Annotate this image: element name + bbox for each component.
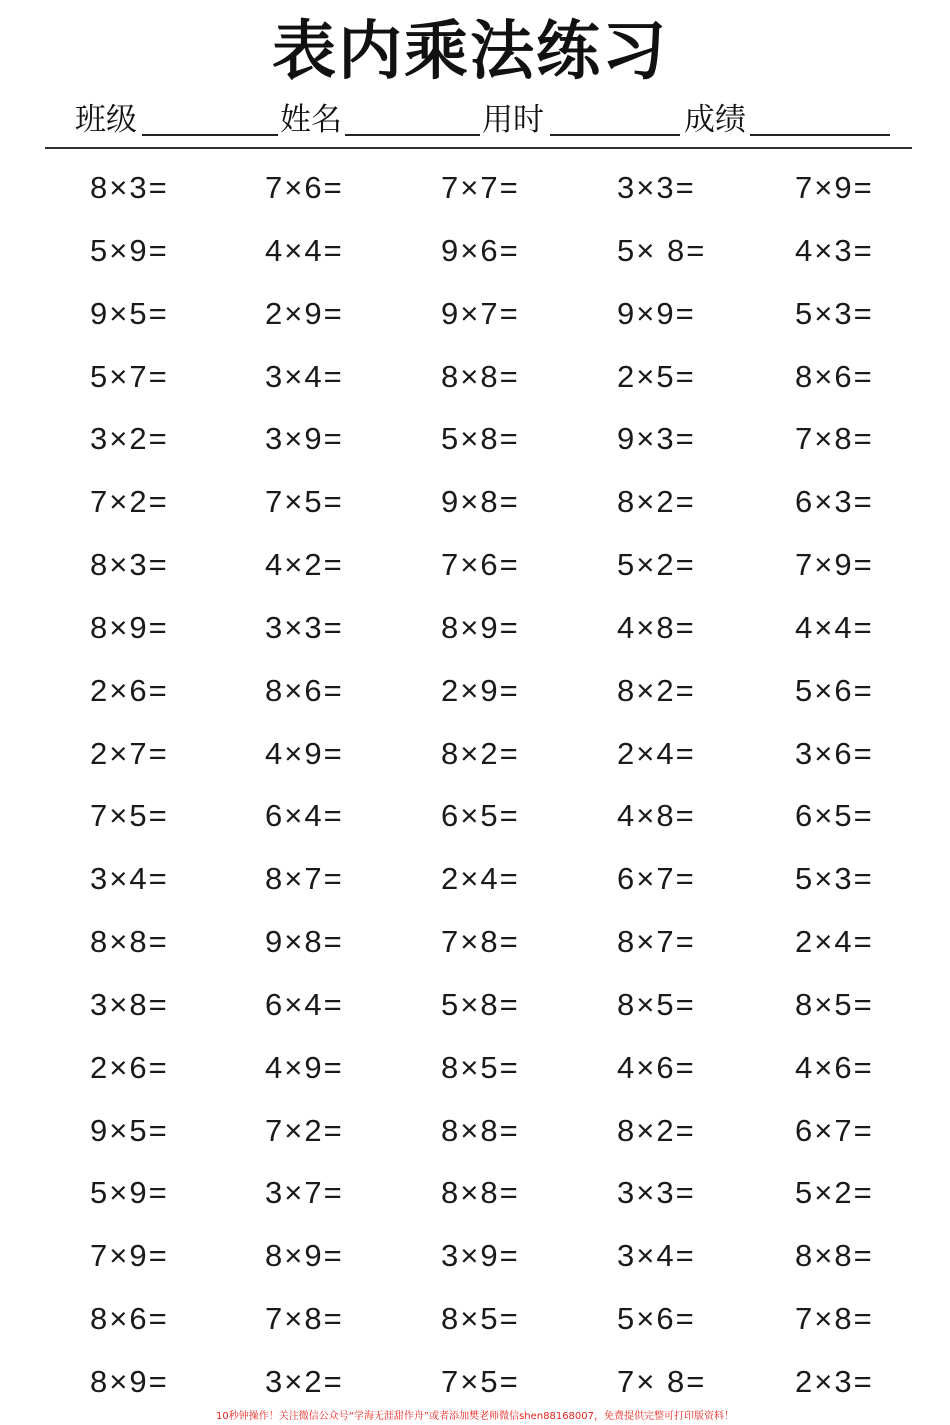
problem-item: 3×9= bbox=[441, 1238, 520, 1274]
problem-item: 7×8= bbox=[795, 421, 874, 457]
problem-item: 8×9= bbox=[90, 609, 169, 645]
problem-item: 5×9= bbox=[90, 232, 169, 268]
problem-item: 7×8= bbox=[265, 1301, 344, 1337]
problem-item: 4×6= bbox=[617, 1049, 696, 1085]
score-label: 成绩 bbox=[684, 102, 746, 138]
problem-item: 8×7= bbox=[265, 861, 344, 897]
footer-note: 10秒钟操作！关注微信公众号“学海无涯甜作舟”或者添加樊老师微信shen88168007，免费提供完整可打印版资料！ bbox=[215, 1411, 735, 1422]
problem-item: 7×9= bbox=[795, 170, 874, 205]
problem-item: 8×9= bbox=[265, 1238, 344, 1274]
score-blank-line bbox=[750, 134, 890, 136]
problem-item: 7×6= bbox=[265, 170, 344, 205]
problem-item: 2×7= bbox=[90, 735, 169, 771]
problem-item: 3×3= bbox=[617, 1175, 696, 1211]
problem-item: 8×8= bbox=[795, 1238, 874, 1274]
problem-item: 8×6= bbox=[265, 672, 344, 708]
problem-item: 5×3= bbox=[795, 861, 874, 897]
problem-item: 4×8= bbox=[617, 609, 696, 645]
problem-item: 3×3= bbox=[617, 170, 696, 205]
problem-item: 7×6= bbox=[441, 547, 520, 583]
problem-item: 3×4= bbox=[90, 861, 169, 897]
problem-item: 7×2= bbox=[90, 484, 169, 520]
problem-item: 9×9= bbox=[617, 295, 696, 331]
problem-item: 7× 8= bbox=[617, 1363, 707, 1399]
problem-item: 5×6= bbox=[617, 1301, 696, 1337]
problem-item: 2×6= bbox=[90, 672, 169, 708]
problem-item: 3×6= bbox=[795, 735, 874, 771]
problem-item: 4×8= bbox=[617, 798, 696, 834]
problem-item: 5×2= bbox=[617, 547, 696, 583]
problem-item: 8×2= bbox=[617, 484, 696, 520]
name-label: 姓名 bbox=[280, 102, 342, 138]
problem-item: 8×5= bbox=[441, 1301, 520, 1337]
problem-item: 8×5= bbox=[795, 986, 874, 1022]
problem-item: 2×9= bbox=[265, 295, 344, 331]
problem-item: 3×3= bbox=[265, 609, 344, 645]
problem-item: 4×4= bbox=[795, 609, 874, 645]
problem-item: 8×8= bbox=[90, 924, 169, 960]
problem-item: 4×2= bbox=[265, 547, 344, 583]
problem-item: 5×2= bbox=[795, 1175, 874, 1211]
problem-item: 8×8= bbox=[441, 358, 520, 394]
problem-item: 4×9= bbox=[265, 1049, 344, 1085]
problem-item: 5×8= bbox=[441, 986, 520, 1022]
problem-item: 7×9= bbox=[795, 547, 874, 583]
problem-item: 7×5= bbox=[90, 798, 169, 834]
problem-item: 2×4= bbox=[617, 735, 696, 771]
problem-item: 8×7= bbox=[617, 924, 696, 960]
problem-item: 8×6= bbox=[90, 1301, 169, 1337]
problem-item: 7×8= bbox=[441, 924, 520, 960]
problem-item: 7×2= bbox=[265, 1112, 344, 1148]
problem-item: 8×8= bbox=[441, 1175, 520, 1211]
problem-item: 7×9= bbox=[90, 1238, 169, 1274]
problem-grid bbox=[0, 157, 950, 1414]
problem-item: 4×6= bbox=[795, 1049, 874, 1085]
problem-item: 2×4= bbox=[441, 861, 520, 897]
problem-item: 4×9= bbox=[265, 735, 344, 771]
problem-item: 7×5= bbox=[265, 484, 344, 520]
time-blank-line bbox=[550, 134, 680, 136]
problem-item: 9×5= bbox=[90, 295, 169, 331]
problem-item: 3×8= bbox=[90, 986, 169, 1022]
problem-item: 5×6= bbox=[795, 672, 874, 708]
problem-item: 8×8= bbox=[441, 1112, 520, 1148]
problem-item: 8×5= bbox=[617, 986, 696, 1022]
problem-item: 2×6= bbox=[90, 1049, 169, 1085]
problem-item: 3×2= bbox=[265, 1363, 344, 1399]
problem-item: 6×7= bbox=[795, 1112, 874, 1148]
problem-item: 6×4= bbox=[265, 798, 344, 834]
problem-item: 4×4= bbox=[265, 232, 344, 268]
problem-item: 8×3= bbox=[90, 547, 169, 583]
problem-item: 6×5= bbox=[795, 798, 874, 834]
problem-item: 5×3= bbox=[795, 295, 874, 331]
problem-item: 6×7= bbox=[617, 861, 696, 897]
problem-item: 6×3= bbox=[795, 484, 874, 520]
problem-item: 5× 8= bbox=[617, 232, 707, 268]
problem-item: 7×7= bbox=[441, 170, 520, 205]
problem-item: 2×5= bbox=[617, 358, 696, 394]
problem-item: 8×6= bbox=[795, 358, 874, 394]
time-label: 用时 bbox=[482, 102, 544, 138]
class-blank-line bbox=[142, 134, 278, 136]
problem-item: 8×2= bbox=[617, 1112, 696, 1148]
problem-item: 3×9= bbox=[265, 421, 344, 457]
problem-item: 3×2= bbox=[90, 421, 169, 457]
problem-item: 3×7= bbox=[265, 1175, 344, 1211]
problem-item: 2×9= bbox=[441, 672, 520, 708]
problem-item: 6×5= bbox=[441, 798, 520, 834]
problem-item: 9×6= bbox=[441, 232, 520, 268]
name-blank-line bbox=[345, 134, 480, 136]
problem-item: 5×8= bbox=[441, 421, 520, 457]
problem-item: 8×2= bbox=[441, 735, 520, 771]
problem-item: 9×5= bbox=[90, 1112, 169, 1148]
problem-item: 4×3= bbox=[795, 232, 874, 268]
class-label: 班级 bbox=[75, 102, 137, 138]
problem-item: 9×8= bbox=[265, 924, 344, 960]
problem-item: 7×5= bbox=[441, 1363, 520, 1399]
problem-item: 8×9= bbox=[441, 609, 520, 645]
problem-item: 3×4= bbox=[617, 1238, 696, 1274]
problem-item: 3×4= bbox=[265, 358, 344, 394]
problem-item: 8×2= bbox=[617, 672, 696, 708]
problem-item: 7×8= bbox=[795, 1301, 874, 1337]
problem-item: 6×4= bbox=[265, 986, 344, 1022]
problem-item: 5×7= bbox=[90, 358, 169, 394]
problem-item: 8×9= bbox=[90, 1363, 169, 1399]
problem-item: 8×3= bbox=[90, 170, 169, 205]
problem-item: 5×9= bbox=[90, 1175, 169, 1211]
problem-item: 8×5= bbox=[441, 1049, 520, 1085]
problem-item: 2×4= bbox=[795, 924, 874, 960]
header-divider bbox=[45, 147, 912, 149]
worksheet-title: 表内乘法练习 bbox=[272, 15, 668, 89]
problem-item: 9×7= bbox=[441, 295, 520, 331]
problem-item: 9×3= bbox=[617, 421, 696, 457]
problem-item: 9×8= bbox=[441, 484, 520, 520]
problem-item: 2×3= bbox=[795, 1363, 874, 1399]
